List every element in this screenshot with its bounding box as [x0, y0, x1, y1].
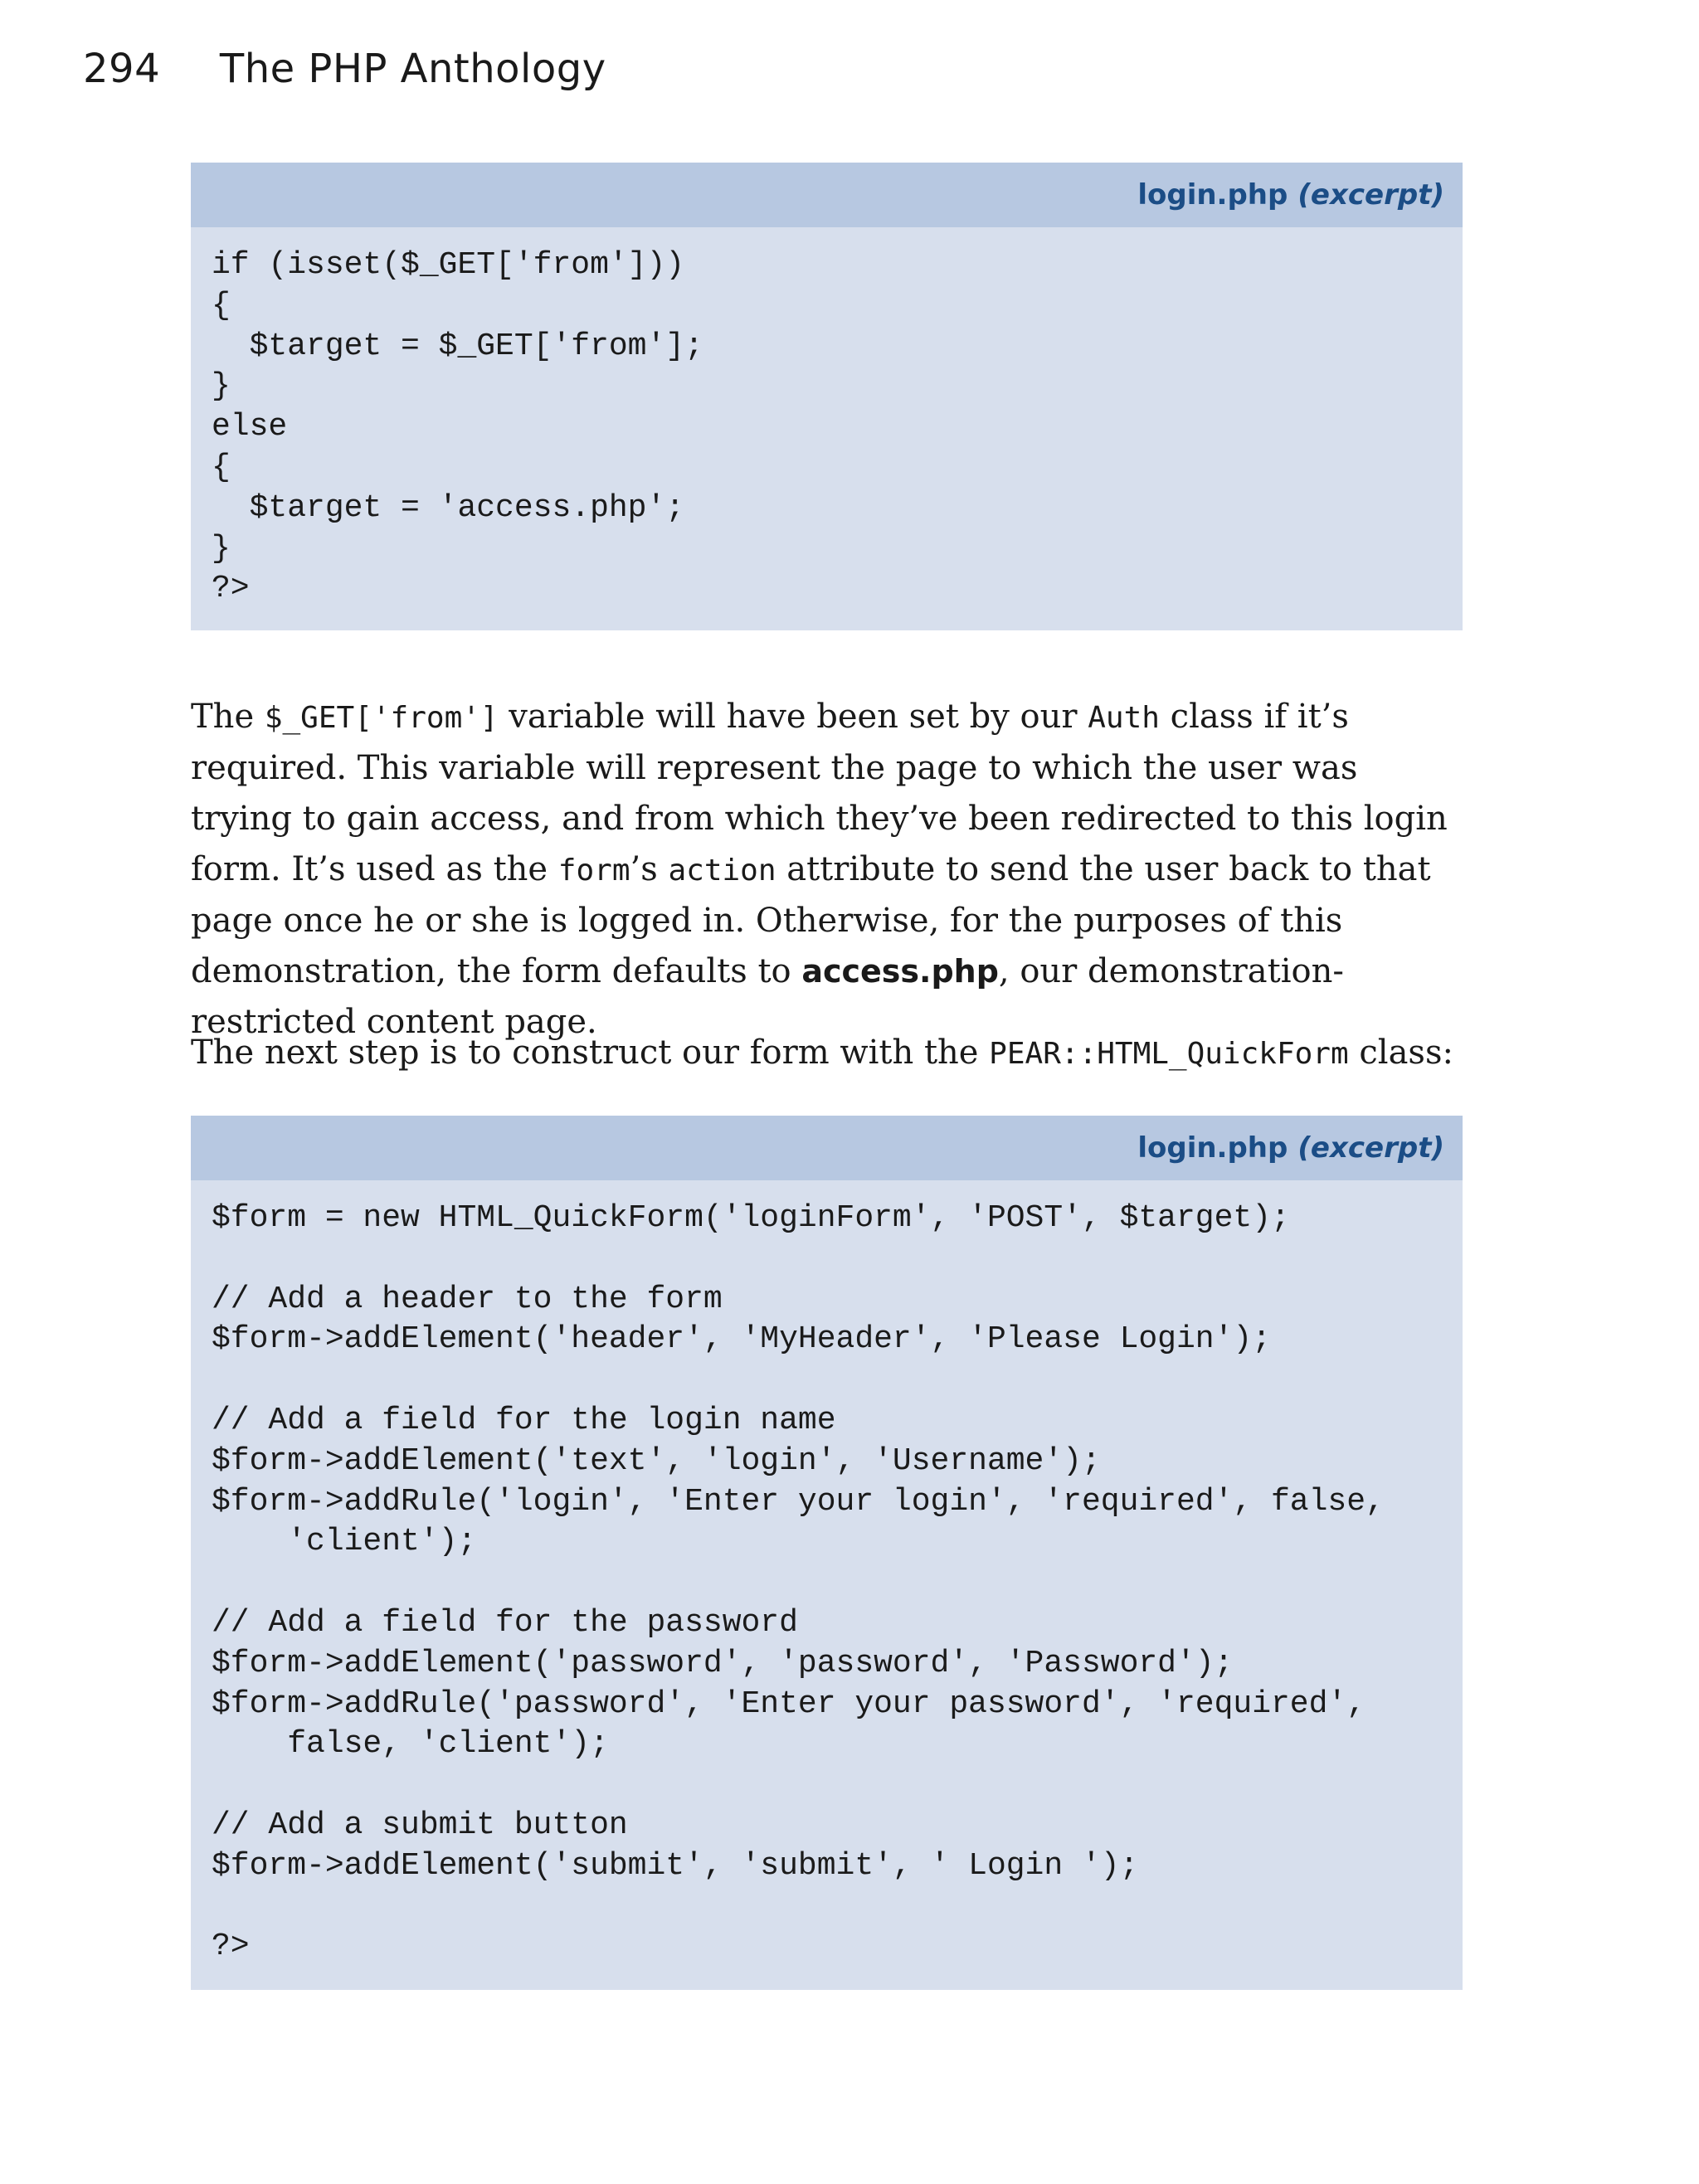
code-body: if (isset($_GET['from'])) { $target = $_GET['from']; } else { $target = 'access.php'; } ?>	[212, 247, 703, 607]
code-listing-2	[191, 1116, 1463, 1990]
filename-emphasis: access.php	[801, 953, 999, 990]
code-filename: login.php	[1137, 1131, 1288, 1165]
code-body: $form = new HTML_QuickForm('loginForm', 'POST', $target); // Add a header to the form $form->addElement('header', 'MyHeader', 'Please Login'); // Add a field for the login name $form->addElement('text', 'login', 'Username'); $form->addRule('login', 'Enter your login', 'required', false, 'client'); // Add a field for the password $form->addElement('password', 'password', 'Password'); $form->addRule('password', 'Enter your password', 'required', false, 'client'); // Add a submit button $form->addElement('submit', 'submit', ' Login '); ?>	[212, 1200, 1385, 1965]
page-number: 294	[83, 46, 161, 92]
inline-code: PEAR::HTML_QuickForm	[989, 1037, 1349, 1071]
code-filename: login.php	[1137, 178, 1288, 212]
code-listing-header	[191, 163, 1463, 227]
book-title: The PHP Anthology	[219, 46, 606, 92]
inline-code: $_GET['from']	[264, 701, 499, 735]
code-listing-1	[191, 163, 1463, 630]
inline-code: action	[668, 854, 776, 888]
running-header	[83, 46, 606, 94]
inline-code: form	[557, 854, 630, 888]
body-paragraph: The next step is to construct our form with the PEAR::HTML_QuickForm class:	[191, 1034, 1453, 1072]
body-paragraph: The $_GET['from'] variable will have been set by our Auth class if it’s required. This variable will represent the page to which the user was trying to gain access, and from which they’ve been redirected to this login form. It’s used as the form’s action attribute to send the user back to that page once he or she is logged in. Otherwise, for the purposes of this demonstration, the form defaults to access.php, our demonstration-restricted content page.	[191, 698, 1448, 1041]
code-listing-header	[191, 1116, 1463, 1180]
inline-code: Auth	[1088, 701, 1160, 735]
code-excerpt-note: (excerpt)	[1297, 178, 1444, 212]
code-excerpt-note: (excerpt)	[1297, 1131, 1444, 1165]
